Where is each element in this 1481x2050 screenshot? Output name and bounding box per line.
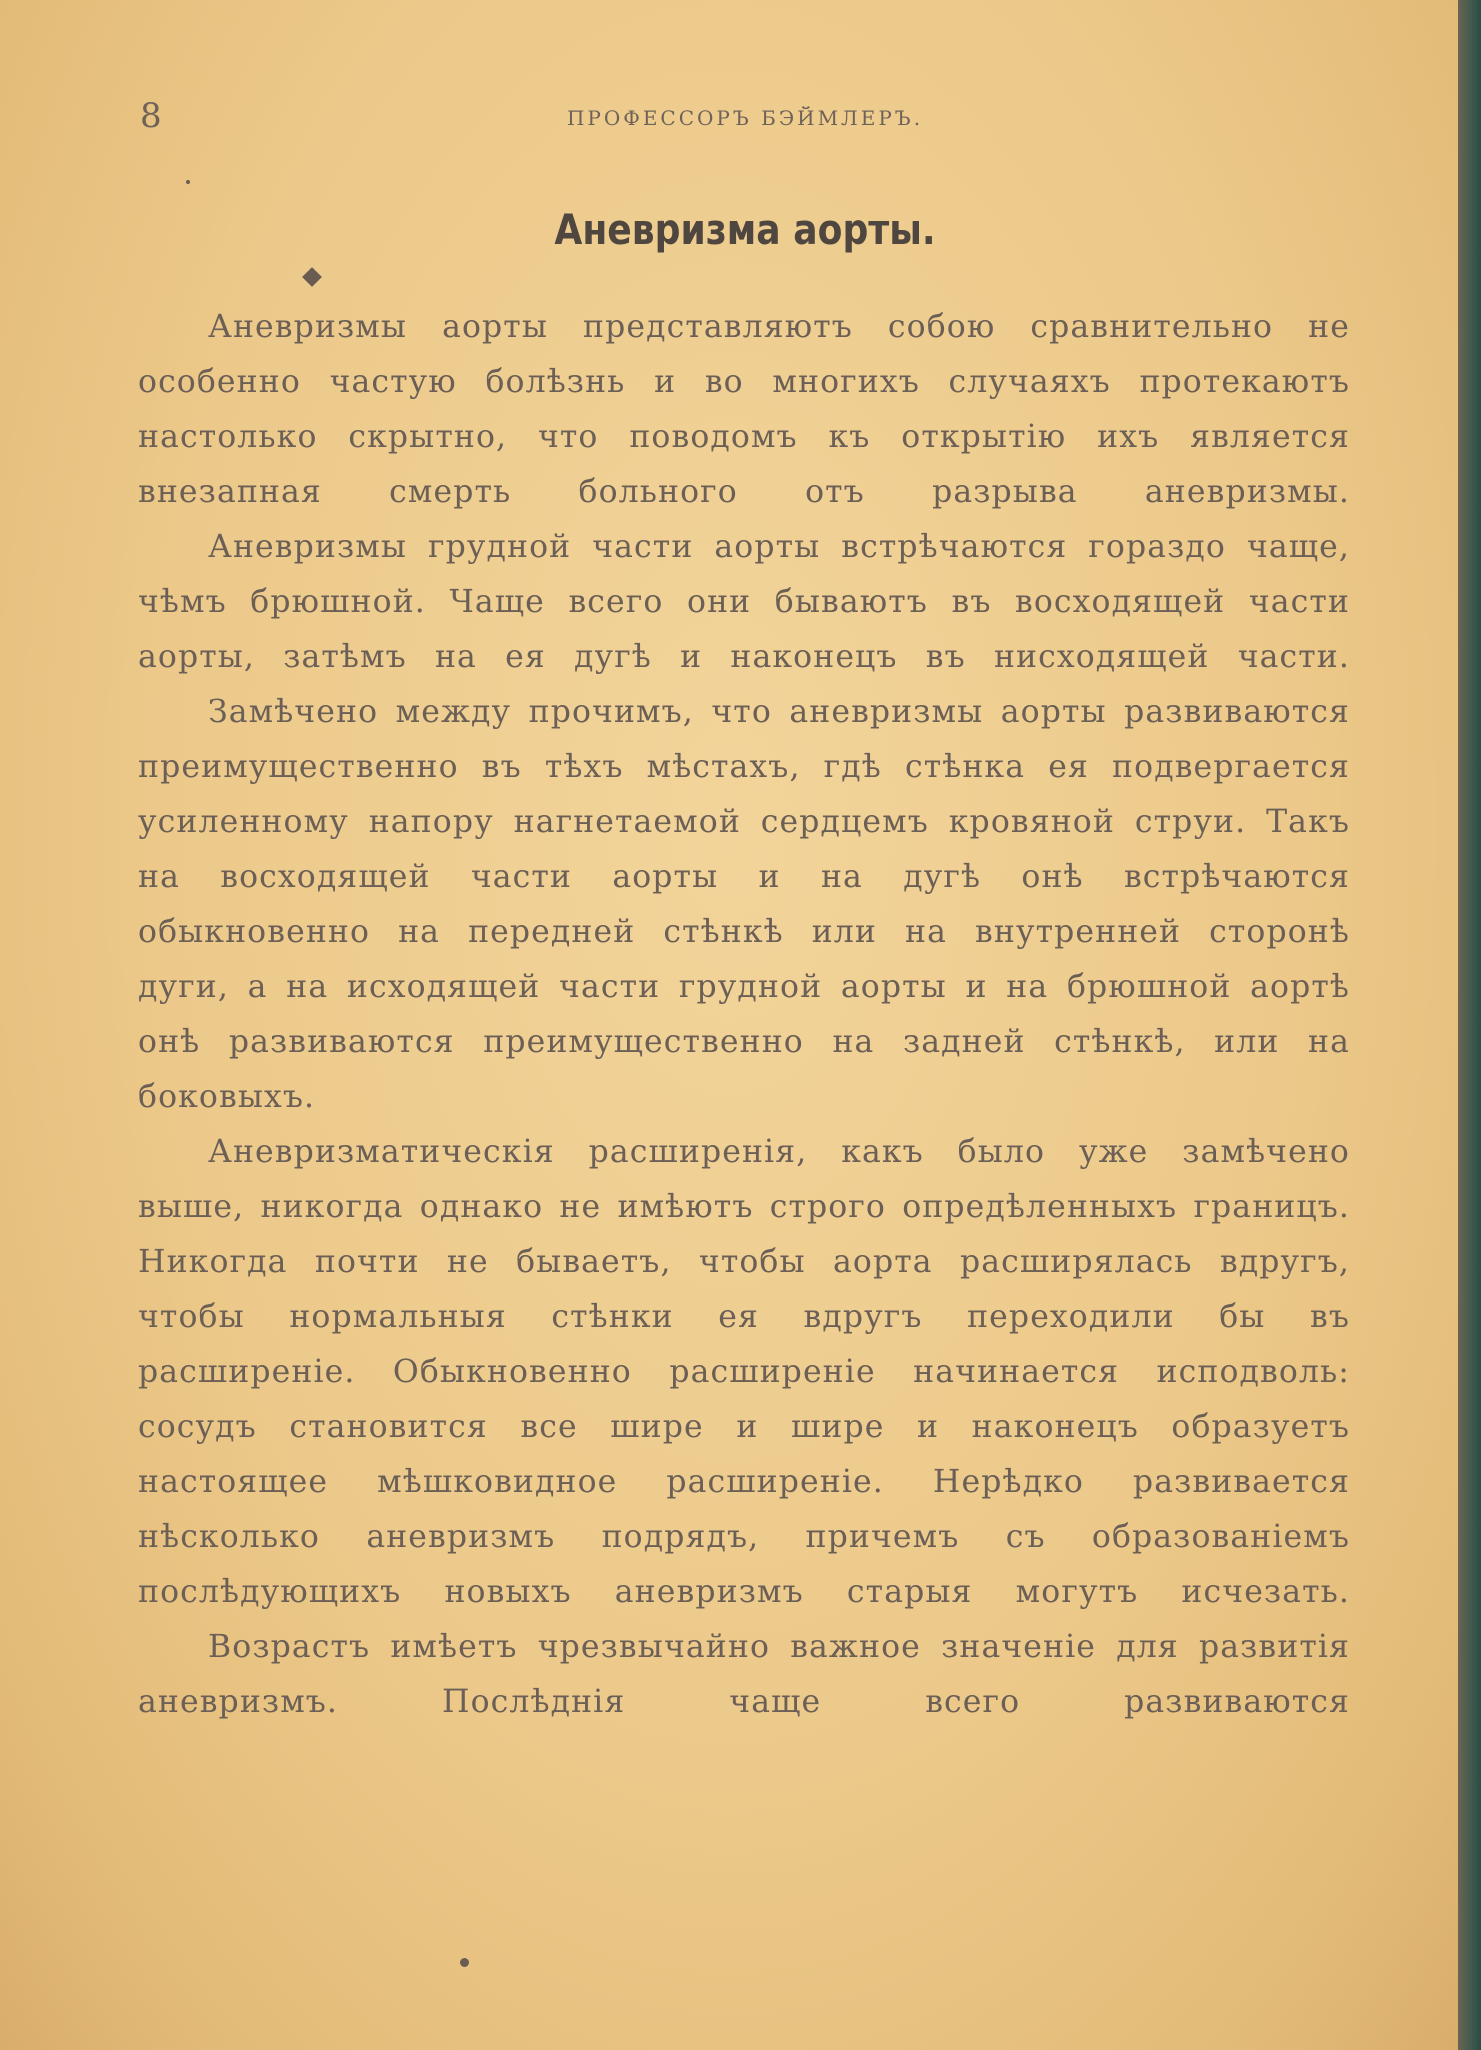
chapter-title: Аневризма аорты. [554,205,936,254]
paragraph: Аневризмы аорты представляютъ собою сравнительно не особенно частую болѣзнь и во многихъ случаяхъ протекаютъ настолько скрытно, что поводомъ къ открытію ихъ является внезапная смерть больного отъ разрыва аневризмы. [138,309,1350,510]
running-head: ПРОФЕССОРЪ БЭЙМЛЕРЪ. [566,106,924,130]
ornament-mark [302,267,322,287]
paragraph: Замѣчено между прочимъ, что аневризмы аорты развиваются преимущественно въ тѣхъ мѣстахъ, гдѣ стѣнка ея подвергается усиленному напору нагнетаемой сердцемъ кровяной струи. Такъ на восходящей части аорты и на дугѣ онѣ встрѣчаются обыкновенно на передней стѣнкѣ или на внутренней сторонѣ дуги, а на исходящей части грудной аорты и на брюшной аортѣ онѣ развиваются преимущественно на задней стѣнкѣ, или на боковыхъ. [138,694,1350,1115]
paragraph: Возрастъ имѣетъ чрезвычайно важное значеніе для развитія аневризмъ. Послѣднія чаще всего развиваются [138,1629,1350,1720]
ink-speck [186,180,190,184]
page-header [140,96,1350,136]
page-number: 8 [140,96,162,136]
body-text [138,300,1350,1730]
ink-speck [460,1958,469,1967]
paragraph: Аневризматическія расширенія, какъ было уже замѣчено выше, никогда однако не имѣютъ строго опредѣленныхъ границъ. Никогда почти не бываетъ, чтобы аорта расширялась вдругъ, чтобы нормальныя стѣнки ея вдругъ переходили бы въ расширеніе. Обыкновенно расширеніе начинается исподволь: сосудъ становится все шире и шире и наконецъ образуетъ настоящее мѣшковидное расширеніе. Нерѣдко развивается нѣсколько аневризмъ подрядъ, причемъ съ образованіемъ послѣдующихъ новыхъ аневризмъ старыя могутъ исчезать. [138,1134,1350,1610]
paragraph: Аневризмы грудной части аорты встрѣчаются гораздо чаще, чѣмъ брюшной. Чаще всего они бываютъ въ восходящей части аорты, затѣмъ на ея дугѣ и наконецъ въ нисходящей части. [138,529,1350,675]
page-edge [1458,0,1481,2050]
